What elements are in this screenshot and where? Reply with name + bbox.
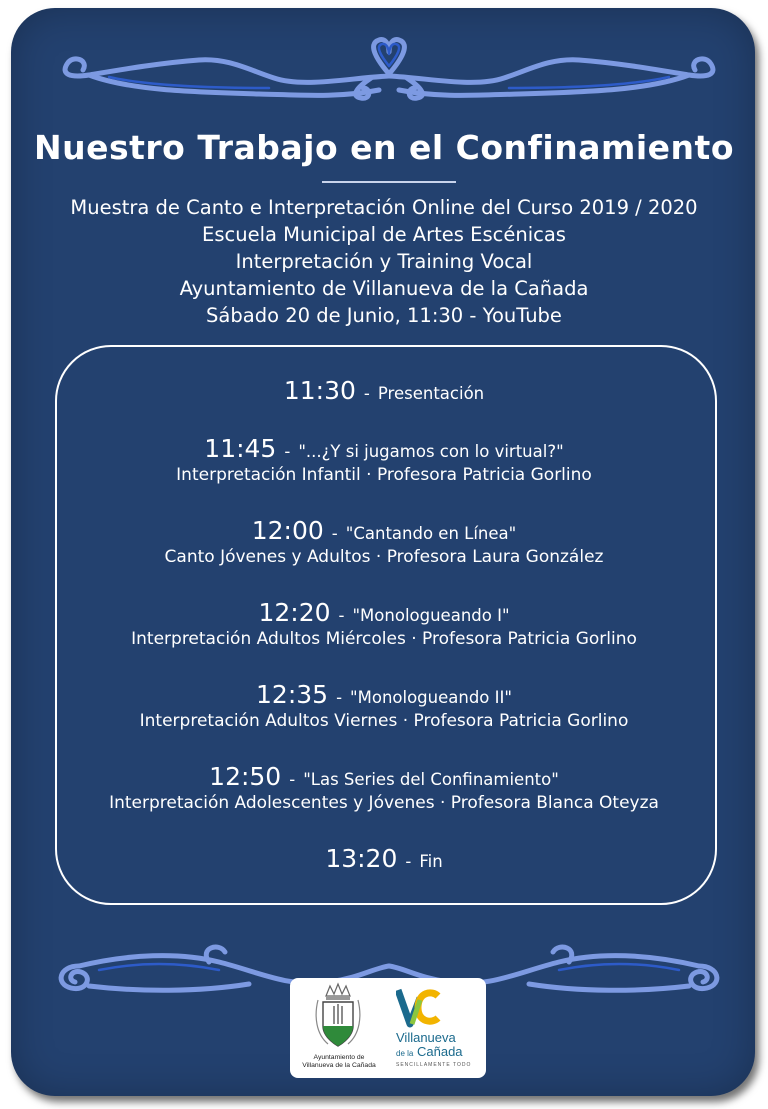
schedule-item: 11:45 - "...¿Y si jugamos con lo virtual?" Interpretación Infantil · Profesora Patricia Gorlino bbox=[0, 434, 768, 485]
schedule-item: 11:30 - Presentación bbox=[283, 376, 485, 405]
poster-title: Nuestro Trabajo en el Confinamiento bbox=[33, 128, 734, 167]
logos-box bbox=[290, 978, 486, 1078]
slot-time: 12:35 bbox=[256, 680, 329, 709]
slot-time: 12:50 bbox=[209, 762, 282, 791]
vc-logo-icon bbox=[396, 986, 442, 1028]
schedule-item: 12:00 - "Cantando en Línea" Canto Jóvenes y Adultos · Profesora Laura González bbox=[0, 516, 768, 567]
slot-time: 11:30 bbox=[283, 376, 356, 405]
info-line-school: Escuela Municipal de Artes Escénicas bbox=[202, 223, 566, 246]
info-line-course: Muestra de Canto e Interpretación Online del Curso 2019 / 2020 bbox=[70, 196, 698, 219]
schedule-item: 12:50 - "Las Series del Confinamiento" Interpretación Adolescentes y Jóvenes · Profesora Blanca Oteyza bbox=[0, 762, 768, 813]
slot-title: "Cantando en Línea" bbox=[345, 524, 517, 543]
slot-time: 12:00 bbox=[251, 516, 324, 545]
council-crest-icon bbox=[308, 982, 368, 1054]
slot-detail: Interpretación Adolescentes y Jóvenes · Profesora Blanca Oteyza bbox=[109, 793, 659, 813]
slot-detail: Canto Jóvenes y Adultos · Profesora Laura González bbox=[164, 547, 604, 567]
schedule-item: 13:20 - Fin bbox=[325, 844, 443, 873]
slot-detail: Interpretación Adultos Viernes · Profesora Patricia Gorlino bbox=[139, 711, 629, 731]
council-logo-text: Ayuntamiento de Villanueva de la Cañada bbox=[302, 1054, 376, 1069]
slot-title: "...¿Y si jugamos con lo virtual?" bbox=[298, 442, 564, 461]
slot-title: "Monologueando I" bbox=[352, 606, 510, 625]
slot-detail: Interpretación Infantil · Profesora Patricia Gorlino bbox=[176, 465, 592, 485]
slot-time: 13:20 bbox=[325, 844, 398, 873]
schedule-item: 12:35 - "Monologueando II" Interpretación Adultos Viernes · Profesora Patricia Gorlino bbox=[0, 680, 768, 731]
title-divider bbox=[322, 181, 456, 183]
slot-time: 11:45 bbox=[204, 434, 277, 463]
schedule-item: 12:20 - "Monologueando I" Interpretación Adultos Miércoles · Profesora Patricia Gorlino bbox=[0, 598, 768, 649]
info-line-discipline: Interpretación y Training Vocal bbox=[235, 250, 533, 273]
info-line-date: Sábado 20 de Junio, 11:30 - YouTube bbox=[206, 304, 562, 327]
slot-title: "Monologueando II" bbox=[350, 688, 512, 707]
slot-detail: Interpretación Adultos Miércoles · Profesora Patricia Gorlino bbox=[131, 629, 637, 649]
top-scroll-ornament bbox=[49, 30, 729, 110]
slot-title: Fin bbox=[419, 852, 443, 871]
info-line-council: Ayuntamiento de Villanueva de la Cañada bbox=[179, 277, 589, 300]
slot-title: Presentación bbox=[377, 384, 485, 403]
slot-title: "Las Series del Confinamiento" bbox=[303, 770, 559, 789]
vc-logo-text: Villanueva de la Cañada SENCILLAMENTE TODO bbox=[396, 1030, 472, 1068]
event-info bbox=[0, 194, 768, 329]
slot-time: 12:20 bbox=[258, 598, 331, 627]
